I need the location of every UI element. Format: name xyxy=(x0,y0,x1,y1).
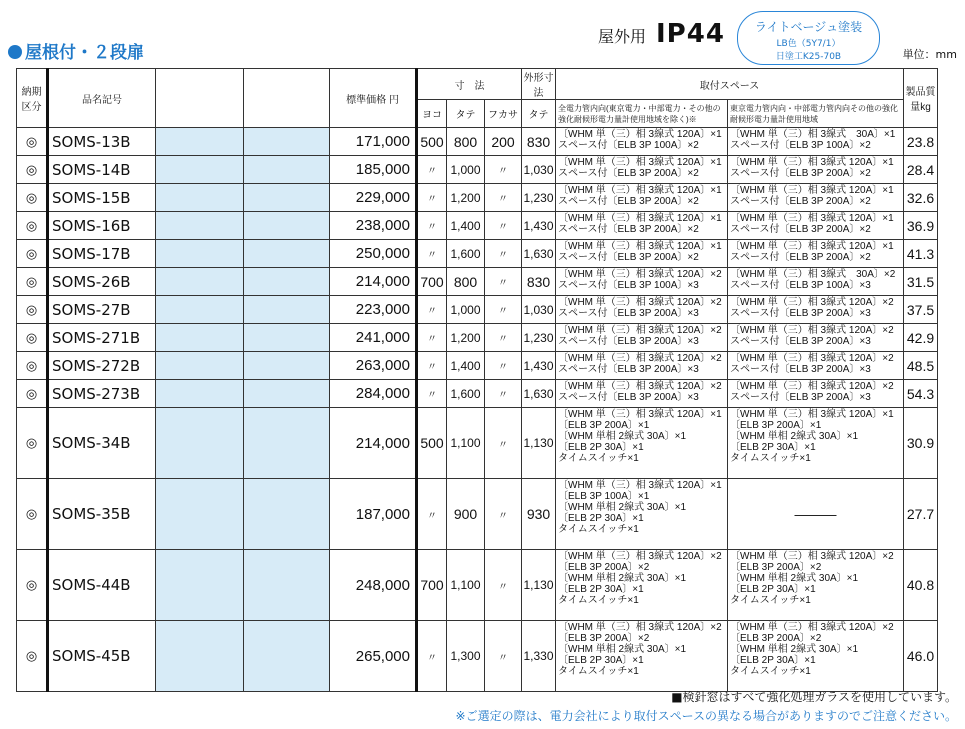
glass-note: ■検針窓はすべて強化処理ガラスを使用しています。 xyxy=(671,690,957,704)
space-a: 〔WHM 単（三）相 3線式 120A〕×2 スペース付〔ELB 3P 200A〕×3 xyxy=(556,296,728,324)
paint-badge xyxy=(737,11,880,65)
blank-cell-1 xyxy=(156,550,244,621)
dim-yoko: 700 xyxy=(417,550,447,621)
blank-cell-1 xyxy=(156,240,244,268)
dim-yoko: 〃 xyxy=(417,380,447,408)
outer-tate: 1,430 xyxy=(522,352,556,380)
space-a: 〔WHM 単（三）相 3線式 120A〕×1 スペース付〔ELB 3P 200A〕×2 xyxy=(556,184,728,212)
dim-tate: 1,400 xyxy=(447,212,485,240)
hdr-model: 品名記号 xyxy=(48,69,156,128)
model-code: SOMS-273B xyxy=(48,380,156,408)
dim-fukasa: 〃 xyxy=(485,408,522,479)
blank-cell-2 xyxy=(244,324,330,352)
dim-tate: 1,200 xyxy=(447,184,485,212)
weight-value: 36.9 xyxy=(904,212,938,240)
dim-tate: 900 xyxy=(447,479,485,550)
dim-yoko: 〃 xyxy=(417,479,447,550)
table-row xyxy=(17,380,938,408)
table-row xyxy=(17,621,938,692)
model-code: SOMS-35B xyxy=(48,479,156,550)
dim-yoko: 〃 xyxy=(417,212,447,240)
blank-cell-1 xyxy=(156,621,244,692)
outer-tate: 1,430 xyxy=(522,212,556,240)
hdr-yoko: ヨコ xyxy=(417,100,447,128)
delivery-mark: ◎ xyxy=(17,380,48,408)
outer-tate: 1,230 xyxy=(522,324,556,352)
blank-cell-1 xyxy=(156,479,244,550)
space-b: 〔WHM 単（三）相 3線式 120A〕×2 スペース付〔ELB 3P 200A〕×3 xyxy=(728,380,904,408)
section-title xyxy=(8,38,144,63)
dim-fukasa: 〃 xyxy=(485,268,522,296)
dim-tate: 1,100 xyxy=(447,408,485,479)
dim-yoko: 700 xyxy=(417,268,447,296)
space-a: 〔WHM 単（三）相 3線式 120A〕×2 〔ELB 3P 200A〕×2 〔WHM 単相 2線式 30A〕×1 〔ELB 2P 30A〕×1 タイムスイッチ×1 xyxy=(556,550,728,621)
dim-tate: 1,100 xyxy=(447,550,485,621)
paint-code: LB色（5Y7/1） xyxy=(776,39,841,49)
table-row xyxy=(17,268,938,296)
blank-cell-1 xyxy=(156,128,244,156)
space-a: 〔WHM 単（三）相 3線式 120A〕×2 スペース付〔ELB 3P 200A〕×3 xyxy=(556,352,728,380)
space-a: 〔WHM 単（三）相 3線式 120A〕×2 スペース付〔ELB 3P 200A〕×3 xyxy=(556,380,728,408)
outer-tate: 1,030 xyxy=(522,156,556,184)
dim-fukasa: 〃 xyxy=(485,240,522,268)
outer-tate: 830 xyxy=(522,128,556,156)
outer-tate: 830 xyxy=(522,268,556,296)
blank-cell-1 xyxy=(156,268,244,296)
blank-cell-2 xyxy=(244,408,330,479)
delivery-mark: ◎ xyxy=(17,352,48,380)
model-code: SOMS-34B xyxy=(48,408,156,479)
outer-tate: 1,330 xyxy=(522,621,556,692)
weight-value: 48.5 xyxy=(904,352,938,380)
weight-value: 30.9 xyxy=(904,408,938,479)
table-row xyxy=(17,324,938,352)
blank-cell-2 xyxy=(244,128,330,156)
hdr-space: 取付スペース xyxy=(556,69,904,100)
space-b: 〔WHM 単（三）相 3線式 120A〕×2 スペース付〔ELB 3P 200A〕×3 xyxy=(728,352,904,380)
hdr-outer: 外形寸法 xyxy=(522,69,556,100)
dim-fukasa: 〃 xyxy=(485,380,522,408)
paint-name: ライトベージュ塗装 xyxy=(754,20,863,34)
table-row xyxy=(17,212,938,240)
table-row xyxy=(17,479,938,550)
blank-cell-1 xyxy=(156,380,244,408)
blank-cell-2 xyxy=(244,621,330,692)
hdr-space-b: 東京電力管内向・中部電力管内向その他の強化耐候形電力量計使用地域 xyxy=(728,100,904,128)
space-b: 〔WHM 単（三）相 3線式 120A〕×2 スペース付〔ELB 3P 200A〕×3 xyxy=(728,324,904,352)
dim-yoko: 500 xyxy=(417,128,447,156)
price-value: 187,000 xyxy=(330,479,417,550)
model-code: SOMS-27B xyxy=(48,296,156,324)
table-row xyxy=(17,184,938,212)
space-a: 〔WHM 単（三）相 3線式 120A〕×1 スペース付〔ELB 3P 100A〕×2 xyxy=(556,128,728,156)
model-code: SOMS-14B xyxy=(48,156,156,184)
ip-rating: IP44 xyxy=(656,19,725,49)
dim-yoko: 〃 xyxy=(417,240,447,268)
hdr-weight: 製品質量kg xyxy=(904,69,938,128)
weight-value: 46.0 xyxy=(904,621,938,692)
price-value: 214,000 xyxy=(330,408,417,479)
dim-fukasa: 〃 xyxy=(485,621,522,692)
model-code: SOMS-272B xyxy=(48,352,156,380)
delivery-mark: ◎ xyxy=(17,212,48,240)
table-row xyxy=(17,296,938,324)
space-b: 〔WHM 単（三）相 3線式 120A〕×1 スペース付〔ELB 3P 200A〕×2 xyxy=(728,156,904,184)
space-b: 〔WHM 単（三）相 3線式 120A〕×1 スペース付〔ELB 3P 200A〕×2 xyxy=(728,240,904,268)
table-row xyxy=(17,550,938,621)
unit-label: 単位：mm xyxy=(902,48,957,61)
price-value: 265,000 xyxy=(330,621,417,692)
bullet-dot-icon xyxy=(8,45,22,59)
price-value: 171,000 xyxy=(330,128,417,156)
model-code: SOMS-44B xyxy=(48,550,156,621)
weight-value: 32.6 xyxy=(904,184,938,212)
dim-yoko: 〃 xyxy=(417,621,447,692)
dim-tate: 1,600 xyxy=(447,380,485,408)
delivery-mark: ◎ xyxy=(17,408,48,479)
space-a: 〔WHM 単（三）相 3線式 120A〕×2 スペース付〔ELB 3P 200A〕×3 xyxy=(556,324,728,352)
blank-cell-2 xyxy=(244,296,330,324)
dim-tate: 1,300 xyxy=(447,621,485,692)
outer-tate: 1,230 xyxy=(522,184,556,212)
blank-cell-2 xyxy=(244,240,330,268)
weight-value: 23.8 xyxy=(904,128,938,156)
price-value: 250,000 xyxy=(330,240,417,268)
space-a: 〔WHM 単（三）相 3線式 120A〕×1 〔ELB 3P 100A〕×1 〔WHM 単相 2線式 30A〕×1 〔ELB 2P 30A〕×1 タイムスイッチ×1 xyxy=(556,479,728,550)
price-value: 284,000 xyxy=(330,380,417,408)
dim-tate: 800 xyxy=(447,128,485,156)
dim-tate: 1,600 xyxy=(447,240,485,268)
dim-tate: 1,400 xyxy=(447,352,485,380)
hdr-tate: タテ xyxy=(447,100,485,128)
space-a: 〔WHM 単（三）相 3線式 120A〕×1 スペース付〔ELB 3P 200A〕×2 xyxy=(556,240,728,268)
table-row xyxy=(17,128,938,156)
dim-fukasa: 〃 xyxy=(485,352,522,380)
dim-yoko: 〃 xyxy=(417,324,447,352)
space-a: 〔WHM 単（三）相 3線式 120A〕×1 〔ELB 3P 200A〕×1 〔WHM 単相 2線式 30A〕×1 〔ELB 2P 30A〕×1 タイムスイッチ×1 xyxy=(556,408,728,479)
paint-standard: 日塗工K25-70B xyxy=(775,52,842,62)
space-a: 〔WHM 単（三）相 3線式 120A〕×1 スペース付〔ELB 3P 200A〕×2 xyxy=(556,212,728,240)
price-value: 263,000 xyxy=(330,352,417,380)
blank-cell-2 xyxy=(244,184,330,212)
blank-cell-1 xyxy=(156,156,244,184)
delivery-mark: ◎ xyxy=(17,479,48,550)
hdr-blank-2 xyxy=(244,69,330,128)
outer-tate: 1,130 xyxy=(522,550,556,621)
delivery-mark: ◎ xyxy=(17,240,48,268)
hdr-space-a: 全電力管内向(東京電力・中部電力・その他の強化耐候形電力量計使用地域を除く)※ xyxy=(556,100,728,128)
price-value: 241,000 xyxy=(330,324,417,352)
space-b: 〔WHM 単（三）相 3線式 120A〕×2 〔ELB 3P 200A〕×2 〔WHM 単相 2線式 30A〕×1 〔ELB 2P 30A〕×1 タイムスイッチ×1 xyxy=(728,621,904,692)
outer-tate: 930 xyxy=(522,479,556,550)
dim-yoko: 500 xyxy=(417,408,447,479)
model-code: SOMS-271B xyxy=(48,324,156,352)
weight-value: 37.5 xyxy=(904,296,938,324)
outer-tate: 1,630 xyxy=(522,380,556,408)
dim-tate: 800 xyxy=(447,268,485,296)
weight-value: 41.3 xyxy=(904,240,938,268)
blank-cell-2 xyxy=(244,352,330,380)
blank-cell-2 xyxy=(244,479,330,550)
space-a: 〔WHM 単（三）相 3線式 120A〕×2 〔ELB 3P 200A〕×2 〔WHM 単相 2線式 30A〕×1 〔ELB 2P 30A〕×1 タイムスイッチ×1 xyxy=(556,621,728,692)
price-value: 214,000 xyxy=(330,268,417,296)
space-b: 〔WHM 単（三）相 3線式 120A〕×2 〔ELB 3P 200A〕×2 〔WHM 単相 2線式 30A〕×1 〔ELB 2P 30A〕×1 タイムスイッチ×1 xyxy=(728,550,904,621)
delivery-mark: ◎ xyxy=(17,128,48,156)
blank-cell-2 xyxy=(244,212,330,240)
spec-table xyxy=(16,68,938,692)
hdr-outer-tate: タテ xyxy=(522,100,556,128)
dim-fukasa: 〃 xyxy=(485,479,522,550)
price-value: 238,000 xyxy=(330,212,417,240)
hdr-blank-1 xyxy=(156,69,244,128)
dim-yoko: 〃 xyxy=(417,296,447,324)
outer-tate: 1,130 xyxy=(522,408,556,479)
hdr-dims: 寸 法 xyxy=(417,69,522,100)
model-code: SOMS-15B xyxy=(48,184,156,212)
model-code: SOMS-16B xyxy=(48,212,156,240)
blank-cell-1 xyxy=(156,296,244,324)
weight-value: 31.5 xyxy=(904,268,938,296)
price-value: 223,000 xyxy=(330,296,417,324)
delivery-mark: ◎ xyxy=(17,268,48,296)
delivery-mark: ◎ xyxy=(17,156,48,184)
model-code: SOMS-26B xyxy=(48,268,156,296)
table-row xyxy=(17,156,938,184)
weight-value: 40.8 xyxy=(904,550,938,621)
blank-cell-2 xyxy=(244,156,330,184)
delivery-mark: ◎ xyxy=(17,621,48,692)
weight-value: 54.3 xyxy=(904,380,938,408)
price-value: 248,000 xyxy=(330,550,417,621)
dim-fukasa: 〃 xyxy=(485,296,522,324)
space-b: 〔WHM 単（三）相 3線式 120A〕×1 スペース付〔ELB 3P 200A〕×2 xyxy=(728,184,904,212)
delivery-mark: ◎ xyxy=(17,550,48,621)
space-b: 〔WHM 単（三）相 3線式 30A〕×2 スペース付〔ELB 3P 100A〕×3 xyxy=(728,268,904,296)
space-b: 〔WHM 単（三）相 3線式 120A〕×2 スペース付〔ELB 3P 200A〕×3 xyxy=(728,296,904,324)
hdr-delivery: 納期区分 xyxy=(17,69,48,128)
model-code: SOMS-45B xyxy=(48,621,156,692)
delivery-mark: ◎ xyxy=(17,184,48,212)
dim-tate: 1,200 xyxy=(447,324,485,352)
weight-value: 28.4 xyxy=(904,156,938,184)
price-value: 185,000 xyxy=(330,156,417,184)
space-a: 〔WHM 単（三）相 3線式 120A〕×1 スペース付〔ELB 3P 200A〕×2 xyxy=(556,156,728,184)
table-row xyxy=(17,352,938,380)
space-b: 〔WHM 単（三）相 3線式 120A〕×1 スペース付〔ELB 3P 200A〕×2 xyxy=(728,212,904,240)
table-row xyxy=(17,408,938,479)
ip-prefix: 屋外用 xyxy=(598,27,647,46)
space-a: 〔WHM 単（三）相 3線式 120A〕×2 スペース付〔ELB 3P 100A〕×3 xyxy=(556,268,728,296)
outer-tate: 1,630 xyxy=(522,240,556,268)
blank-cell-1 xyxy=(156,184,244,212)
delivery-mark: ◎ xyxy=(17,296,48,324)
blank-cell-1 xyxy=(156,212,244,240)
weight-value: 27.7 xyxy=(904,479,938,550)
dim-fukasa: 〃 xyxy=(485,156,522,184)
dim-fukasa: 〃 xyxy=(485,184,522,212)
blank-cell-1 xyxy=(156,352,244,380)
space-b: 〔WHM 単（三）相 3線式 120A〕×1 〔ELB 3P 200A〕×1 〔WHM 単相 2線式 30A〕×1 〔ELB 2P 30A〕×1 タイムスイッチ×1 xyxy=(728,408,904,479)
blank-cell-1 xyxy=(156,324,244,352)
hdr-fukasa: フカサ xyxy=(485,100,522,128)
dim-fukasa: 〃 xyxy=(485,550,522,621)
weight-value: 42.9 xyxy=(904,324,938,352)
price-value: 229,000 xyxy=(330,184,417,212)
blank-cell-2 xyxy=(244,268,330,296)
blank-cell-1 xyxy=(156,408,244,479)
dim-yoko: 〃 xyxy=(417,352,447,380)
dim-fukasa: 200 xyxy=(485,128,522,156)
outer-tate: 1,030 xyxy=(522,296,556,324)
hdr-price: 標準価格 円 xyxy=(330,69,417,128)
section-title-text: 屋根付・２段扉 xyxy=(25,43,144,63)
delivery-mark: ◎ xyxy=(17,324,48,352)
dim-yoko: 〃 xyxy=(417,156,447,184)
dim-tate: 1,000 xyxy=(447,156,485,184)
caution-note: ※ご選定の際は、電力会社により取付スペースの異なる場合がありますのでご注意ください。 xyxy=(455,709,957,723)
space-b: 〔WHM 単（三）相 3線式 30A〕×1 スペース付〔ELB 3P 100A〕×2 xyxy=(728,128,904,156)
dim-yoko: 〃 xyxy=(417,184,447,212)
blank-cell-2 xyxy=(244,380,330,408)
dim-fukasa: 〃 xyxy=(485,212,522,240)
model-code: SOMS-17B xyxy=(48,240,156,268)
dim-tate: 1,000 xyxy=(447,296,485,324)
blank-cell-2 xyxy=(244,550,330,621)
model-code: SOMS-13B xyxy=(48,128,156,156)
dim-fukasa: 〃 xyxy=(485,324,522,352)
table-row xyxy=(17,240,938,268)
space-b-dash: ――― xyxy=(728,479,904,550)
